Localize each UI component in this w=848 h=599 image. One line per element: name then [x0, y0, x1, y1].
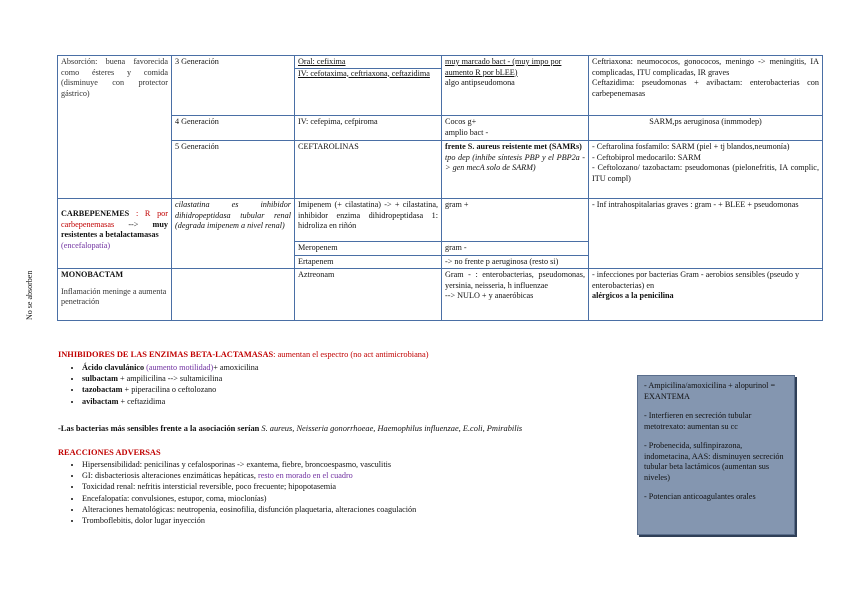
generation-cell: 4 Generación [172, 116, 295, 141]
table-row [58, 56, 823, 116]
indications-cell: Ceftriaxona: neumococos, gonococos, meningo -> meningitis, IA complicadas, ITU complicadas, IR graves Ceftazidima: pseudomonas + avibactam: enterobacterias con carbepenemasas [589, 56, 823, 116]
list-item: • GI: disbacteriosis alteraciones enzimáticas hepáticas, resto en morado en el cuadro [82, 470, 416, 481]
list-item: • avibactam + ceftazidima [82, 396, 259, 407]
list-item: • Toxicidad renal: nefritis intersticial reversible, poco frecuente; hipopotasemia [82, 481, 416, 492]
table-row [58, 116, 823, 141]
adverse-list [58, 459, 416, 526]
drugs-cell: CEFTAROLINAS [295, 141, 442, 199]
spectrum-cell: Gram - : enterobacterias, pseudomonas, yersinia, neisseria, h influenzae --> NULO + y anaeróbicas [442, 269, 589, 321]
list-item: • Ácido clavulánico (aumento motilidad)+ amoxicilina [82, 362, 259, 373]
spectrum-cell: -> no frente p aeruginosa (resto si) [442, 255, 589, 269]
list-item: • Encefalopatía: convulsiones, estupor, coma, mioclonías) [82, 493, 416, 504]
inhibitors-list [58, 362, 259, 407]
empty-cell [172, 269, 295, 321]
generation-cell: 5 Generación [172, 141, 295, 199]
interactions-box: - Ampicilina/amoxicilina + alopurinol = EXANTEMA - Interfieren en secreción tubular metotrexato: aumentan su cc - Probenecida, sulfinpirazona, indometacina, AAS: disminuyen secreción tubular beta lactámicos (aumentan sus niveles) - Potencian anticoagulantes orales [637, 375, 795, 535]
indications-cell: - Inf intrahospitalarias graves : gram - + BLEE + pseudomonas [589, 199, 823, 269]
table-row [58, 141, 823, 199]
list-item: • tazobactam + piperacilina o ceftolozano [82, 384, 259, 395]
drugs-cell: Meropenem [295, 242, 442, 256]
spectrum-cell: gram + [442, 199, 589, 242]
absorption-cell: Absorción: buena favorecida como ésteres y comida (disminuye con protector gástrico) [58, 56, 172, 199]
spectrum-cell: Cocos g+ amplio bact - [442, 116, 589, 141]
side-label: No se absorben [25, 270, 34, 320]
spectrum-cell: frente S. aureus reistente met (SAMRs) tpo dep (inhibe síntesis PBP y el PBP2a -> gen mecA solo de SARM) [442, 141, 589, 199]
list-item: • Alteraciones hematológicas: neutropenia, eosinofilia, disfunción plaquetaria, alteraciones coagulación [82, 504, 416, 515]
drugs-cell: IV: cefepima, cefpiroma [295, 116, 442, 141]
adverse-heading: REACCIONES ADVERSAS [58, 448, 161, 457]
list-item: • Hipersensibilidad: penicilinas y cefalosporinas -> exantema, fiebre, broncoespasmo, vasculitis [82, 459, 416, 470]
table-row [58, 199, 823, 242]
carbapenem-cell: CARBEPENEMES : R por carbepenemasas --> muy resistentes a betalactamasas (encefalopatía) [58, 199, 172, 269]
list-item: • sulbactam + ampilicilina --> sultamicilina [82, 373, 259, 384]
inhibitors-heading: INHIBIDORES DE LAS ENZIMAS BETA-LACTAMASAS: aumentan el espectro (no act antimicrobiana) [58, 350, 429, 359]
table-row [58, 269, 823, 321]
indications-cell: - infecciones por bacterias Gram - aerobios sensibles (pseudo y enterobacterias) en alérgicos a la penicilina [589, 269, 823, 321]
drugs-cell: Imipenem (+ cilastatina) -> + cilastatina, inhibidor enzima dihidropeptidasa 1: hidroliza en riñón [295, 199, 442, 242]
antibiotics-table [57, 55, 823, 321]
spectrum-cell: gram - [442, 242, 589, 256]
list-item: • Tromboflebitis, dolor lugar inyección [82, 515, 416, 526]
indications-cell: - Ceftarolina fosfamilo: SARM (piel + tj blandos,neumonía) - Ceftobiprol medocarilo: SARM - Ceftolozano/ tazobactam: pseudomonas (pielonefritis, IA complic, ITU compl) [589, 141, 823, 199]
sensitive-bacteria: -Las bacterias más sensibles frente a la asociación serían S. aureus, Neisseria gonorrhoeae, Haemophilus influenzae, E.coli, Pmirabilis [58, 424, 523, 433]
monobactam-cell: MONOBACTAM Inflamación meninge a aumenta penetración [58, 269, 172, 321]
spectrum-cell: muy marcado bact - (muy impo por aumento R por bLEE) algo antipseudomona [442, 56, 589, 116]
drugs-cell: Oral: cefixima IV: cefotaxima, ceftriaxona, ceftazidima [295, 56, 442, 116]
generation-cell: 3 Generación [172, 56, 295, 116]
drugs-cell: Ertapenem [295, 255, 442, 269]
indications-cell: SARM,ps aeruginosa (inmmodep) [589, 116, 823, 141]
drugs-cell: Aztreonam [295, 269, 442, 321]
cilastatin-cell: cilastatina es inhibidor dihidropeptidasa tubular renal (degrada imipenem a nivel renal) [172, 199, 295, 269]
